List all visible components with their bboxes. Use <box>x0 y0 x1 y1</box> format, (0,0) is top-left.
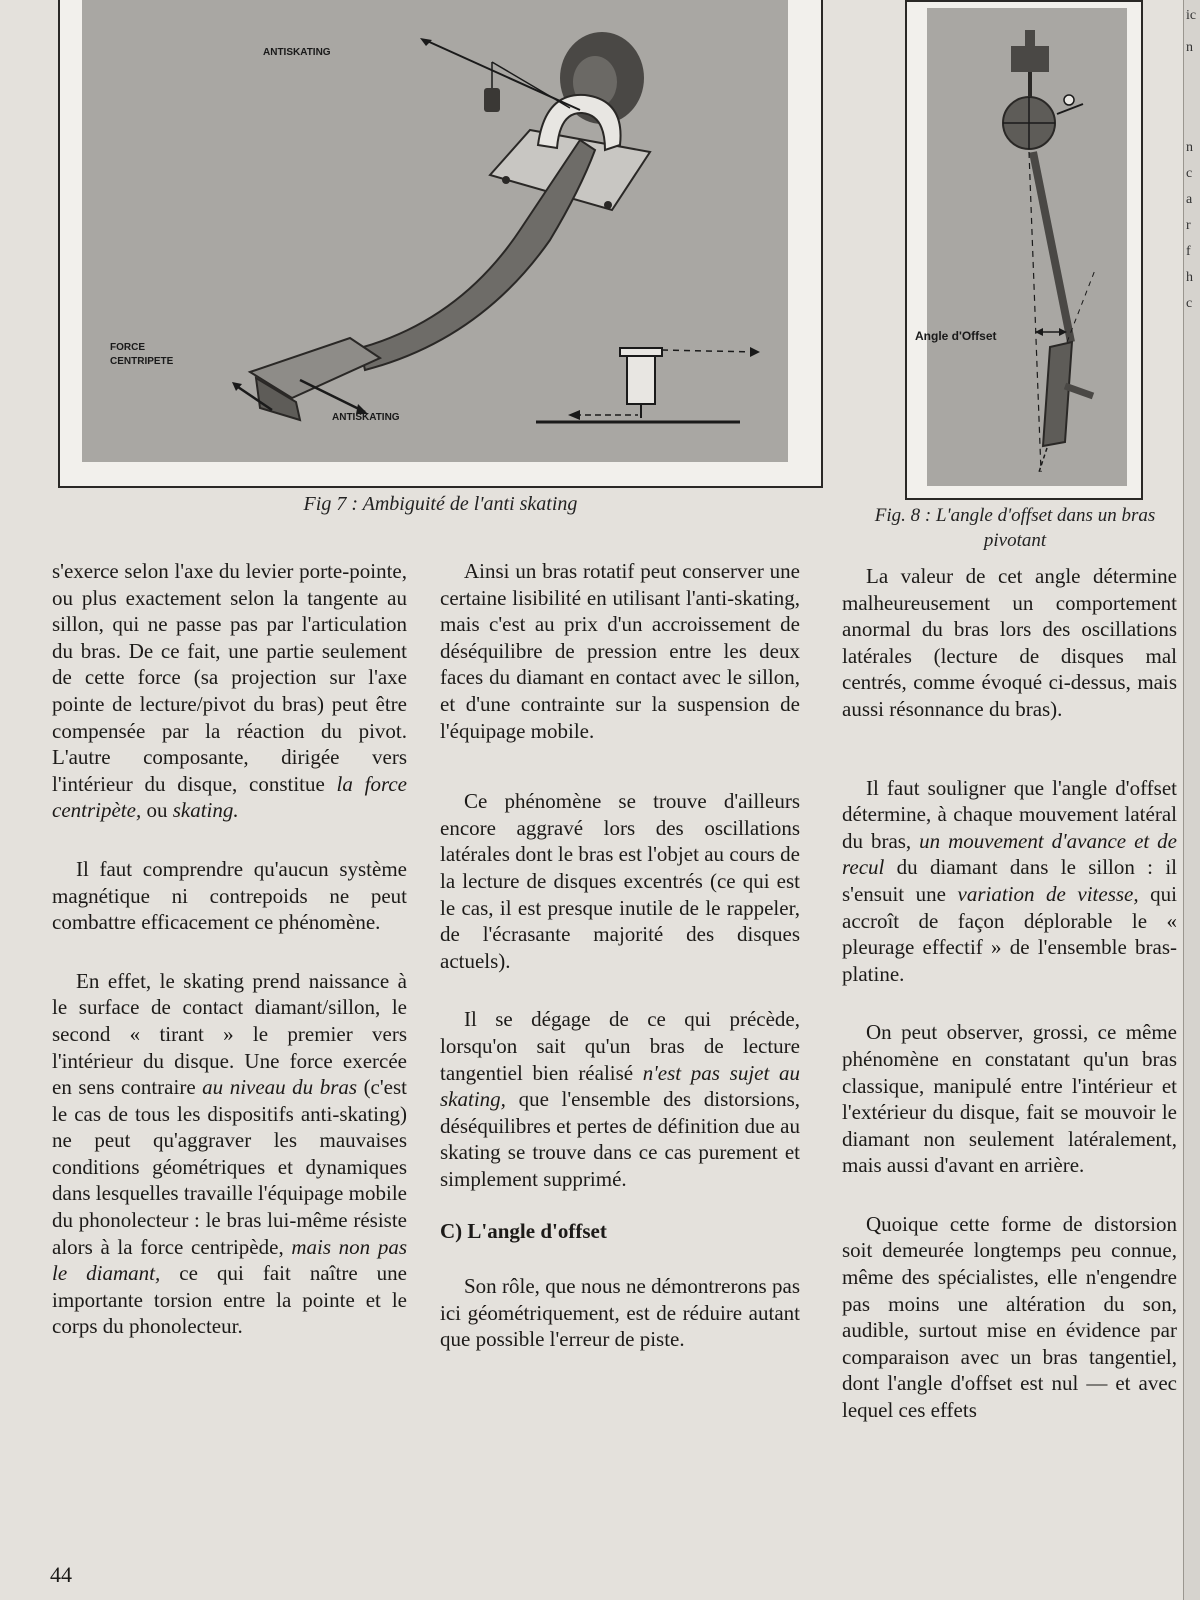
antiskating-weight <box>484 88 500 112</box>
edge-glyph-7: f <box>1186 244 1191 259</box>
label-antiskating-top: ANTISKATING <box>263 47 331 58</box>
col2-p3-text-b: que l'ensemble des distorsions, déséquilibres et pertes de définition due au skating se trouve dans ce cas purement et simplement supprimé. <box>440 1087 800 1191</box>
figure-8 <box>905 0 1143 500</box>
column-1 <box>52 558 407 1366</box>
col2-p3-emphasis: n'est pas sujet au skating, <box>440 1060 800 1112</box>
col1-p3-text-c: ce qui fait naître une importante torsion entre la pointe et le corps du phonolecteur. <box>52 1261 407 1339</box>
col2-paragraph-3 <box>440 1006 800 1192</box>
col3-paragraph-3: On peut observer, grossi, ce même phénomène en constatant qu'un bras classique, manipulé entre l'intérieur et l'extérieur du disque, fait se mouvoir le diamant non seulement latéralement, mais aussi d'avant en arrière. <box>842 1020 1177 1178</box>
figure-7 <box>58 0 823 488</box>
col3-p2-emphasis: un mouvement d'avance et de recul <box>842 828 1177 880</box>
figure-8-caption-line2: pivotant <box>983 530 1047 551</box>
col3-p2-emphasis-2: variation de vitesse, <box>957 881 1139 906</box>
col1-paragraph-1 <box>52 558 407 824</box>
col1-paragraph-3 <box>52 968 407 1340</box>
col2-paragraph-2: Ce phénomène se trouve d'ailleurs encore aggravé lors des oscillations latérales dont le bras est l'objet au cours de la lecture de disques excentrés (ce qui est le cas, il est presque inutile de le rappeler, de l'écrasante majorité des disques actuels). <box>440 789 800 973</box>
col2-paragraph-4: Son rôle, que nous ne démontrerons pas ici géométriquement, est de réduire autant que possible l'erreur de piste. <box>440 1274 800 1352</box>
next-page-edge <box>1183 0 1200 1600</box>
figure-8-caption-line1: Fig. 8 : L'angle d'offset dans un bras <box>874 505 1156 526</box>
col1-p3-emphasis-2: mais non pas le diamant, <box>52 1234 407 1286</box>
inset-stylus <box>627 356 655 404</box>
figure-8-illustration <box>907 2 1145 502</box>
col2-paragraph-1: Ainsi un bras rotatif peut conserver une certaine lisibilité en utilisant l'anti-skating, mais c'est au prix d'un accroissement de déséquilibre de pression entre les deux faces du diamant en contact avec le sillon, et d'une contrainte sur la suspension de l'équipage mobile. <box>440 559 800 743</box>
label-angle-offset: Angle d'Offset <box>915 329 997 343</box>
col1-p3-text-a: En effet, le skating prend naissance à le surface de contact diamant/sillon, le second « tirant » le premier vers l'intérieur du disque. Une force exercée en sens contraire <box>52 968 407 1100</box>
col1-p3-text-b: (c'est le cas de tous les dispositifs anti-skating) ne peut qu'aggraver les mauvaises conditions géométriques et dynamiques dans lesquelles travaille l'équipage mobile du phonolecteur : le bras lui-même résiste alors à la force centripède, <box>52 1075 407 1259</box>
col3-p2-text-a: Il faut souligner que l'angle d'offset détermine, à chaque mouvement latéral du bras, <box>842 775 1177 853</box>
col3-p2-text-c: qui accroît de façon déplorable le « pleurage effectif » de l'ensemble bras-platine. <box>842 881 1177 986</box>
edge-glyph-6: r <box>1186 218 1191 233</box>
label-force-line2: CENTRIPETE <box>110 356 174 367</box>
figure-7-background <box>82 0 788 462</box>
col2-p3-text-a: Il se dégage de ce qui précède, lorsqu'on sait qu'un bras de lecture tangentiel bien réalisé <box>440 1007 800 1085</box>
edge-glyph-4: c <box>1186 166 1193 181</box>
fig8-counterweight <box>1011 46 1049 72</box>
column-3 <box>842 563 1177 1450</box>
label-force-line1: FORCE <box>110 342 145 353</box>
col1-p1-emphasis: la force centripète, <box>52 771 407 823</box>
edge-glyph-2: n <box>1186 40 1193 55</box>
col3-paragraph-2 <box>842 775 1177 988</box>
figure-7-illustration <box>60 0 825 488</box>
col1-paragraph-2: Il faut comprendre qu'aucun système magnétique ni contrepoids ne peut combattre efficacement ce phénomène. <box>52 856 407 935</box>
figure-8-caption <box>850 503 1180 553</box>
section-heading-offset: C) L'angle d'offset <box>440 1219 607 1244</box>
label-antiskating-bottom: ANTISKATING <box>332 412 400 423</box>
col3-paragraph-1: La valeur de cet angle détermine malheureusement un comportement anormal du bras lors des oscillations latérales (lecture de disques mal centrés, comme évoqué ci-dessus, mais aussi résonnance du bras). <box>842 564 1177 721</box>
edge-glyph-8: h <box>1186 270 1193 285</box>
column-2 <box>440 558 800 1379</box>
figure-8-background <box>927 8 1127 486</box>
col1-p1-text-b: ou <box>141 798 173 823</box>
edge-glyph-1: ic <box>1186 8 1197 23</box>
col3-paragraph-4: Quoique cette forme de distorsion soit demeurée longtemps peu connue, même des spécialistes, elle n'engendre pas moins une altération du son, audible, surtout mise en évidence par comparaison avec un bras tangentiel, dont l'angle d'offset est nul — et avec lequel ces effets <box>842 1211 1177 1423</box>
col1-p1-emphasis-2: skating. <box>172 798 239 823</box>
col3-p2-text-b: du diamant dans le sillon : il s'ensuit une <box>842 855 1177 906</box>
edge-glyph-5: a <box>1186 192 1193 207</box>
col1-p1-text-a: s'exerce selon l'axe du levier porte-pointe, ou plus exactement selon la tangente au sillon, qui ne passe pas par l'articulation du bras. De ce fait, une partie seulement de cette force (sa projection sur l'axe pointe de lecture/pivot du bras) peut être compensée par la réaction du pivot. L'autre composante, dirigée vers l'intérieur du disque, constitue <box>52 559 407 796</box>
edge-glyph-3: n <box>1186 140 1193 155</box>
figure-7-caption: Fig 7 : Ambiguité de l'anti skating <box>303 493 578 515</box>
col1-p3-emphasis: au niveau du bras <box>202 1075 358 1100</box>
edge-glyph-9: c <box>1186 296 1193 311</box>
page-number: 44 <box>50 1562 72 1587</box>
inset-stylus-top <box>620 348 662 356</box>
